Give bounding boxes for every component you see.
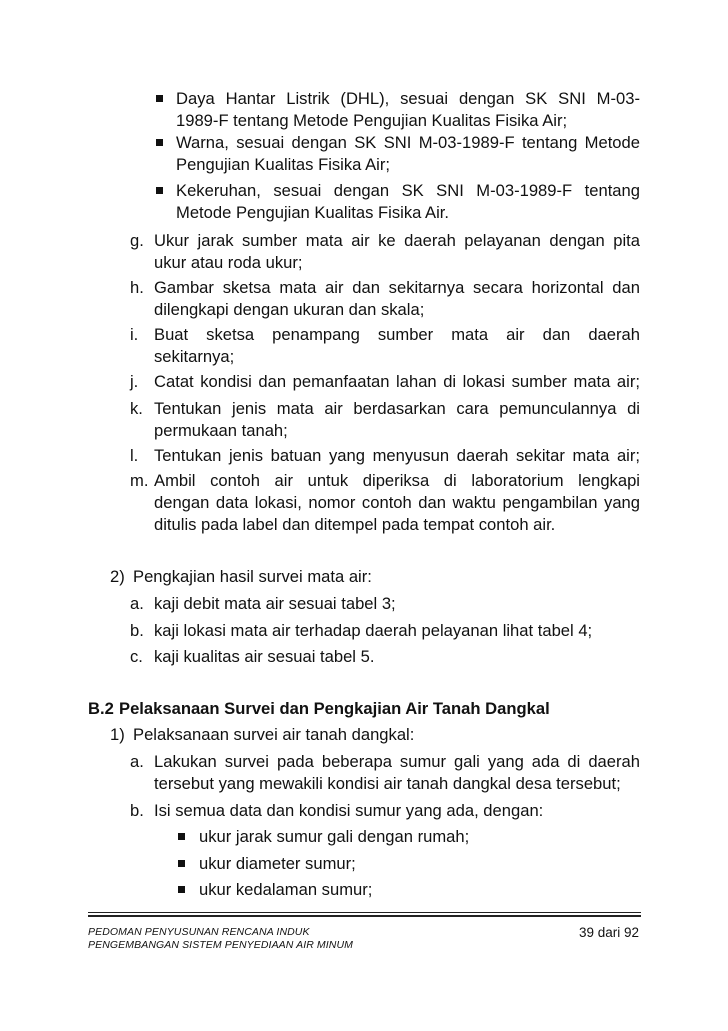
list-item-text: Isi semua data dan kondisi sumur yang ada, dengan:: [154, 801, 544, 820]
bullet-icon: [178, 860, 185, 867]
section-title: Pelaksanaan survei air tanah dangkal:: [133, 725, 415, 744]
list-marker: i.: [130, 325, 139, 344]
section-heading: Pelaksanaan Survei dan Pengkajian Air Tanah Dangkal: [119, 699, 550, 718]
list-item-text: kaji kualitas air sesuai tabel 5.: [154, 647, 375, 666]
section-heading-number: B.2: [88, 699, 114, 718]
bullet-text: 1989-F tentang Metode Pengujian Kualitas Fisika Air;: [176, 111, 568, 130]
list-marker: h.: [130, 278, 144, 297]
page-number: 39 dari 92: [579, 925, 640, 940]
bullet-text: Metode Pengujian Kualitas Fisika Air.: [176, 203, 450, 222]
list-item-text: dengan data lokasi, nomor contoh dan waktu pengambilan yang: [154, 493, 640, 512]
list-item-text: Buat sketsa penampang sumber mata air dan daerah: [154, 325, 640, 344]
bullet-text: ukur jarak sumur gali dengan rumah;: [199, 827, 470, 846]
list-marker: b.: [130, 621, 144, 640]
bullet-text: Kekeruhan, sesuai dengan SK SNI M-03-1989-F tentang: [176, 181, 640, 200]
list-marker: a.: [130, 752, 144, 771]
bullet-text: Pengujian Kualitas Fisika Air;: [176, 155, 390, 174]
bullet-icon: [156, 139, 163, 146]
list-item-text: Tentukan jenis mata air berdasarkan cara pemunculannya di: [154, 399, 640, 418]
list-marker: 1): [110, 725, 125, 744]
bullet-icon: [156, 95, 163, 102]
footer-divider: [88, 915, 641, 917]
list-item-text: tersebut yang mewakili kondisi air tanah dangkal desa tersebut;: [154, 774, 621, 793]
footer-title-line2: PENGEMBANGAN SISTEM PENYEDIAAN AIR MINUM: [88, 939, 353, 951]
list-item-text: ditulis pada label dan ditempel pada tempat contoh air.: [154, 515, 556, 534]
list-marker: k.: [130, 399, 143, 418]
list-item-text: ukur atau roda ukur;: [154, 253, 303, 272]
footer-divider: [88, 912, 641, 913]
list-item-text: kaji debit mata air sesuai tabel 3;: [154, 594, 396, 613]
footer-title-line1: PEDOMAN PENYUSUNAN RENCANA INDUK: [88, 926, 310, 938]
list-item-text: permukaan tanah;: [154, 421, 288, 440]
bullet-text: ukur kedalaman sumur;: [199, 880, 373, 899]
bullet-icon: [156, 187, 163, 194]
list-marker: l.: [130, 446, 139, 465]
list-item-text: dilengkapi dengan ukuran dan skala;: [154, 300, 425, 319]
bullet-icon: [178, 833, 185, 840]
list-marker: 2): [110, 567, 125, 586]
list-item-text: Tentukan jenis batuan yang menyusun daerah sekitar mata air;: [154, 446, 640, 465]
list-item-text: Catat kondisi dan pemanfaatan lahan di lokasi sumber mata air;: [154, 372, 640, 391]
section-title: Pengkajian hasil survei mata air:: [133, 567, 372, 586]
bullet-text: Daya Hantar Listrik (DHL), sesuai dengan SK SNI M-03-: [176, 89, 640, 108]
list-item-text: Gambar sketsa mata air dan sekitarnya secara horizontal dan: [154, 278, 640, 297]
list-marker: a.: [130, 594, 144, 613]
bullet-icon: [178, 886, 185, 893]
list-marker: b.: [130, 801, 144, 820]
list-item-text: sekitarnya;: [154, 347, 235, 366]
list-item-text: Ambil contoh air untuk diperiksa di laboratorium lengkapi: [154, 471, 640, 490]
list-item-text: Ukur jarak sumber mata air ke daerah pelayanan dengan pita: [154, 231, 640, 250]
bullet-text: Warna, sesuai dengan SK SNI M-03-1989-F tentang Metode: [176, 133, 640, 152]
list-marker: j.: [130, 372, 139, 391]
list-marker: m.: [130, 471, 149, 490]
list-item-text: kaji lokasi mata air terhadap daerah pelayanan lihat tabel 4;: [154, 621, 593, 640]
list-item-text: Lakukan survei pada beberapa sumur gali yang ada di daerah: [154, 752, 640, 771]
bullet-text: ukur diameter sumur;: [199, 854, 356, 873]
list-marker: c.: [130, 647, 143, 666]
list-marker: g.: [130, 231, 144, 250]
